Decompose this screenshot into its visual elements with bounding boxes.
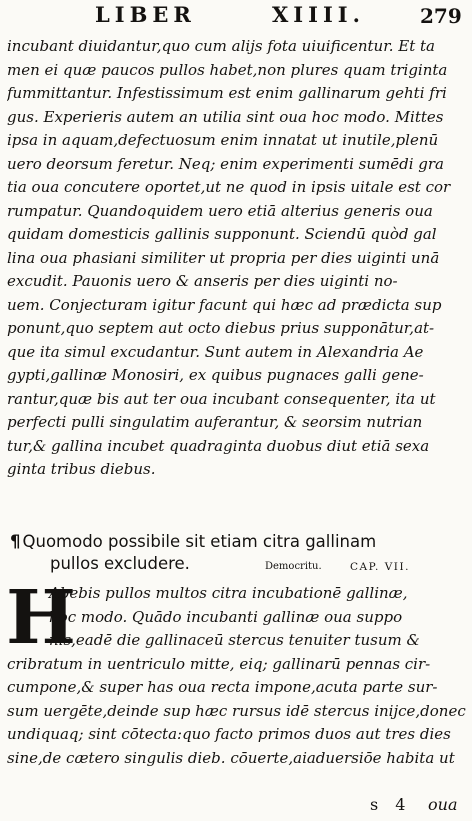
text-line: que ita simul excudantur. Sunt autem in Alexandria Ae [7,342,424,361]
drop-capital: H [6,575,76,661]
book-number: XIIII. [272,2,365,27]
pilcrow-mark: ¶ [10,532,21,551]
text-line: gus. Experieris autem an utilia sint oua hoc modo. Mittes [7,107,444,126]
running-title: LIBER [95,2,196,27]
body-text [7,35,467,482]
text-line: rumpatur. Quandoquidem uero etiā alterius generis oua [7,201,433,220]
text-line: cribratum in uentriculo mitte, eiq; gallinarū pennas cir- [7,654,431,673]
text-line: fummittantur. Infestissimum est enim gallinarum gehti fri [7,84,447,102]
text-line: perfecti pulli singulatim auferantur, & seorsim nutrian [7,413,423,431]
text-line: uem. Conjecturam igitur facunt qui hæc ad prædicta sup [7,295,442,314]
text-line: quidam domesticis gallinis supponunt. Sciendū quòd gal [7,225,437,243]
text-line: rantur,quæ bis aut ter oua incubant consequenter, ita ut [7,389,436,408]
text-line: excudit. Pauonis uero & anseris per dies uiginti no- [7,272,398,290]
page-number: 279 [420,4,462,28]
chapter-label: CAP. VII. [350,561,410,573]
marginal-source: Democritu. [265,561,322,572]
text-line: uero deorsum feretur. Neq; enim experimenti sumēdi gra [7,154,444,173]
text-line: tur,& gallina incubet quadraginta duobus diut etiā sexa [7,436,430,455]
catchword: oua [428,795,458,814]
text-line: lina oua phasiani similiter ut propria per dies uiginti unā [7,248,440,267]
text-line: undiquaq; sint cōtecta:quo facto primos duos aut tres dies [7,725,451,743]
chapter-text [6,575,467,770]
signature-mark: s 4 [370,795,412,814]
chapter-title-line-2 [10,553,470,575]
text-line: cumpone,& super has oua recta impone,acuta parte sur- [7,678,438,696]
text-line: Abebis pullos multos citra incubationē gallinæ, [49,584,408,602]
chapter-heading [10,531,470,575]
chapter-title: Quomodo possibile sit etiam citra gallinam [22,532,377,551]
text-line: hoc modo. Quādo incubanti gallinæ oua suppo [49,607,403,626]
chapter-title-continued: pullos excludere. [50,554,190,573]
text-line: sum uergēte,deinde sup hæc rursus idē stercus inijce,donec [7,701,466,720]
text-line: ponunt,quo septem aut octo diebus prius supponātur,at- [7,319,435,337]
text-line: ipsa in aquam,defectuosum enim innatat ut inutile,plenū [7,131,439,149]
text-line: ginta tribus diebus. [7,460,156,478]
chapter-title-line-1 [10,531,470,553]
text-line: nis,eadē die gallinaceū stercus tenuiter tusum & [49,631,420,649]
text-line: incubant diuidantur,quo cum alijs fota uiuificentur. Et ta [7,37,435,55]
page-footer [0,795,472,817]
text-line: men ei quæ paucos pullos habet,non plures quam triginta [7,60,448,79]
text-line: tia oua concutere oportet,ut ne quod in ipsis uitale est cor [7,178,451,196]
text-line: gypti,gallinæ Monosiri, ex quibus pugnaces galli gene- [7,366,424,384]
running-header [0,2,472,32]
text-line: sine,de cætero singulis dieb. cōuerte,aiaduersiōe habita ut [7,748,455,767]
